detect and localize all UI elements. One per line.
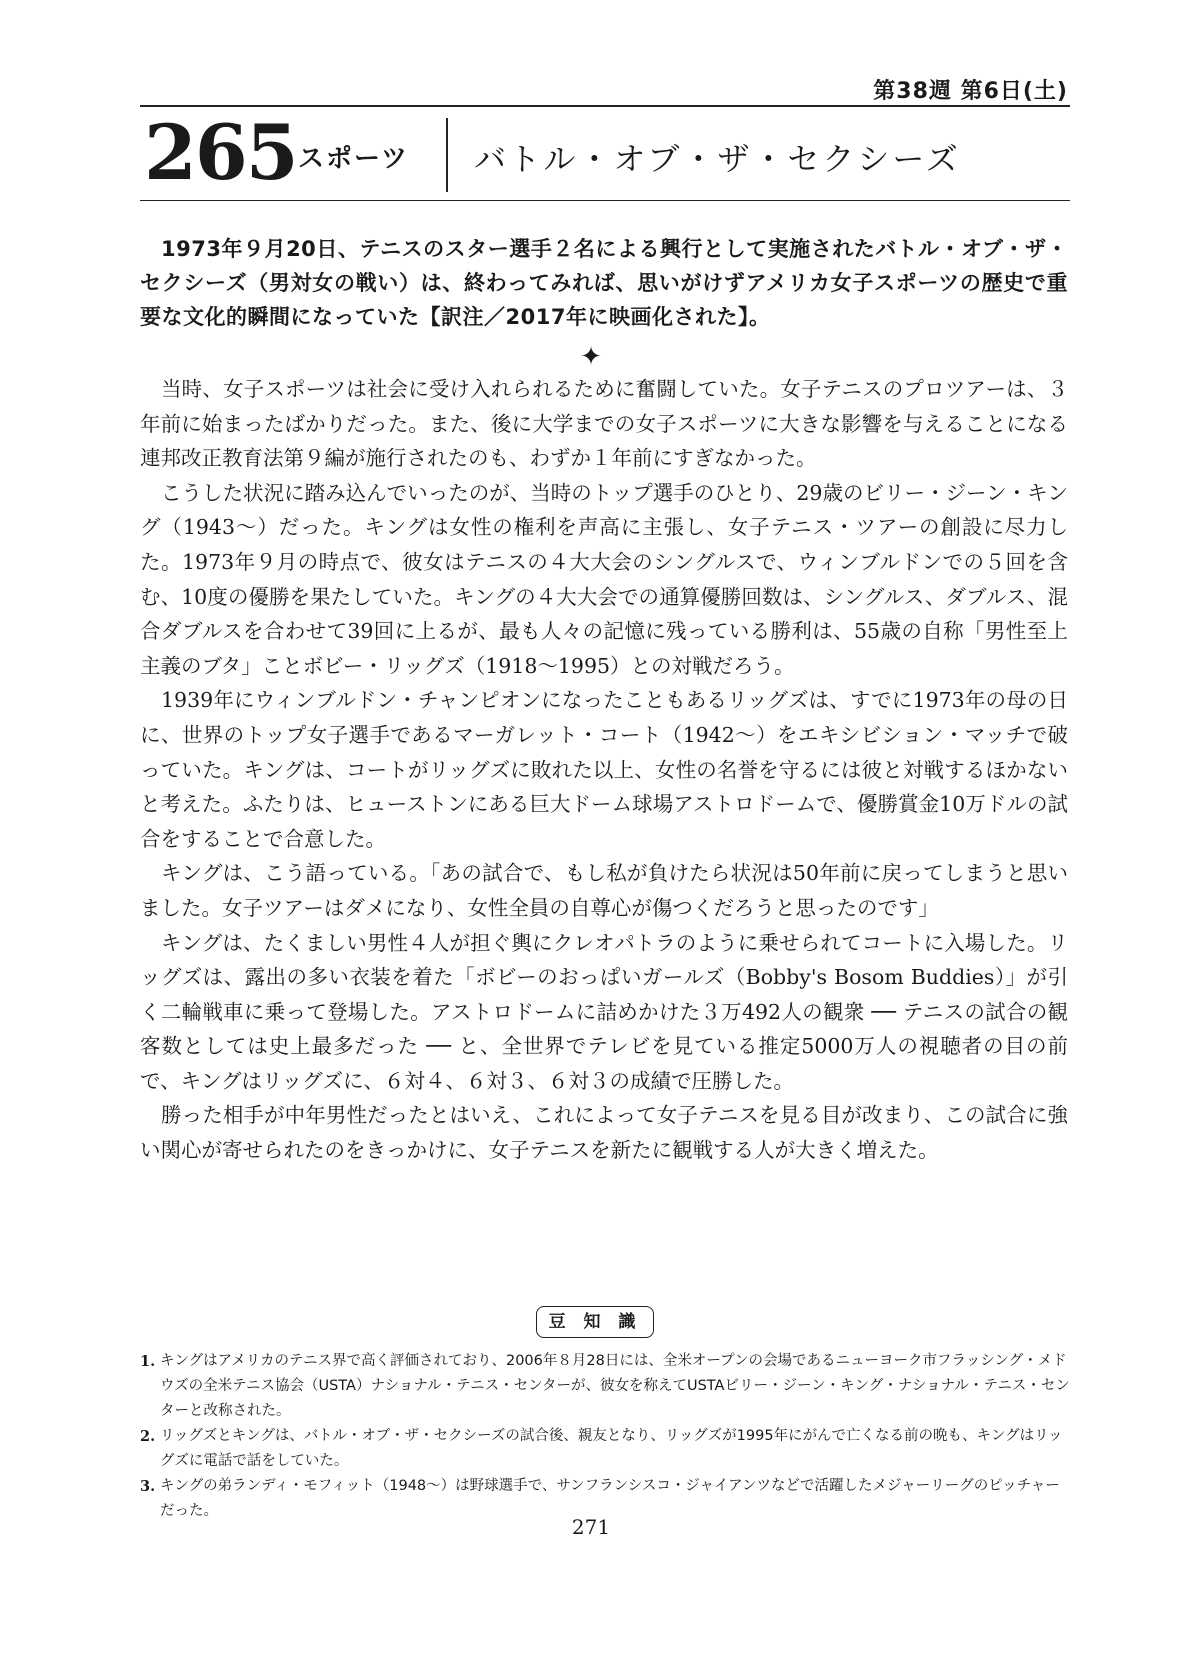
body-paragraph: 当時、女子スポーツは社会に受け入れられるために奮闘していた。女子テニスのプロツアーは、３年前に始まったばかりだった。また、後に大学までの女子スポーツに大きな影響を与えることになる連邦改正教育法第９編が施行されたのも、わずか１年前にすぎなかった。 [140,377,1068,471]
page-title: バトル・オブ・ザ・セクシーズ [474,140,961,178]
trivia-item-number: 2. [140,1428,156,1445]
trivia-item-number: 1. [140,1353,156,1370]
trivia-item-text: キングの弟ランディ・モフィット（1948〜）は野球選手で、サンフランシスコ・ジャイアンツなどで活躍したメジャーリーグのピッチャーだった。 [160,1478,1060,1519]
category-label: スポーツ [298,144,409,174]
trivia-heading: 豆 知 識 [536,1306,654,1338]
diamond-separator-icon: ✦ [580,342,602,372]
week-day-label: 第38週 第6日(土) [873,79,1068,104]
lead-paragraph: 1973年９月20日、テニスのスター選手２名による興行として実施されたバトル・オブ・ザ・セクシーズ（男対女の戦い）は、終わってみれば、思いがけずアメリカ女子スポーツの歴史で重要な文化的瞬間になっていた【訳注／2017年に映画化された】。 [140,237,1068,329]
trivia-item-text: キングはアメリカのテニス界で高く評価されており、2006年８月28日には、全米オープンの会場であるニューヨーク市フラッシング・メドウズの全米テニス協会（USTA）ナショナル・テニス・センターが、彼女を称えてUSTAビリー・ジーン・キング・ナショナル・テニス・センターと改称された。 [160,1353,1070,1419]
page-number: 271 [571,1515,611,1539]
title-divider [446,118,448,192]
trivia-item-number: 3. [140,1478,156,1495]
trivia-list [140,1349,1070,1524]
top-rule [140,105,1070,107]
article-body [140,372,1068,1168]
body-paragraph: 勝った相手が中年男性だったとはいえ、これによって女子テニスを見る目が改まり、この試合に強い関心が寄せられたのをきっかけに、女子テニスを新たに観戦する人が大きく増えた。 [140,1103,1068,1163]
body-paragraph: キングは、こう語っている。「あの試合で、もし私が負けたら状況は50年前に戻ってしまうと思いました。女子ツアーはダメになり、女性全員の自尊心が傷つくだろうと思ったのです」 [140,861,1068,920]
trivia-item [140,1424,1070,1474]
trivia-item-text: リッグズとキングは、バトル・オブ・ザ・セクシーズの試合後、親友となり、リッグズが1995年にがんで亡くなる前の晩も、キングはリッグズに電話で話をしていた。 [160,1428,1063,1469]
entry-number: 265 [144,108,297,197]
body-paragraph: キングは、たくましい男性４人が担ぐ輿にクレオパトラのように乗せられてコートに入場した。リッグズは、露出の多い衣装を着た「ボビーのおっぱいガールズ（Bobby's Bosom Buddies）」が引く二輪戦車に乗って登場した。アストロドームに詰めかけた３万492人の観衆 ── テニスの試合の観客数としては史上最多だった ── と、全世界でテレビを見ている推定5000万人の視聴者の目の前で、キングはリッグズに、６対４、６対３、６対３の成績で圧勝した。 [140,930,1068,1093]
body-paragraph: こうした状況に踏み込んでいったのが、当時のトップ選手のひとり、29歳のビリー・ジーン・キング（1943〜）だった。キングは女性の権利を声高に主張し、女子テニス・ツアーの創設に尽力した。1973年９月の時点で、彼女はテニスの４大大会のシングルスで、ウィンブルドンでの５回を含む、10度の優勝を果たしていた。キングの４大大会での通算優勝回数は、シングルス、ダブルス、混合ダブルスを合わせて39回に上るが、最も人々の記憶に残っている勝利は、55歳の自称「男性至上主義のブタ」ことボビー・リッグズ（1918〜1995）との対戦だろう。 [140,480,1068,678]
trivia-item [140,1349,1070,1424]
body-paragraph: 1939年にウィンブルドン・チャンピオンになったこともあるリッグズは、すでに1973年の母の日に、世界のトップ女子選手であるマーガレット・コート（1942〜）をエキシビション・マッチで破っていた。キングは、コートがリッグズに敗れた以上、女性の名誉を守るには彼と対戦するほかないと考えた。ふたりは、ヒューストンにある巨大ドーム球場アストロドームで、優勝賞金10万ドルの試合をすることで合意した。 [140,688,1068,851]
header-underline [140,200,1070,201]
